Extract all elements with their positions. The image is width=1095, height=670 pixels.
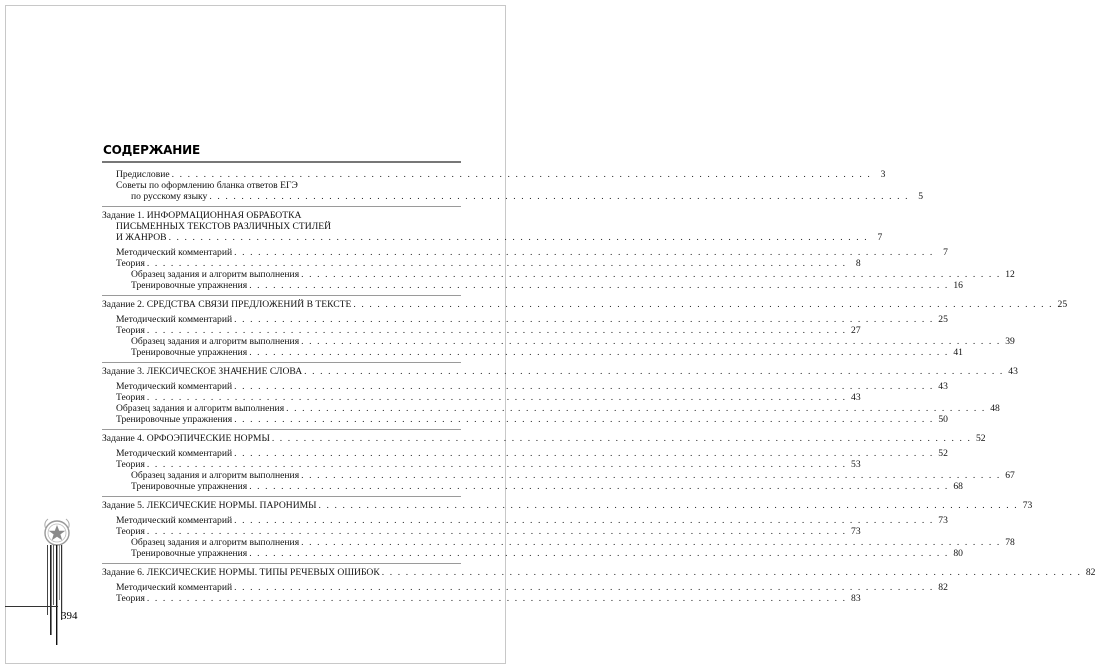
task-heading-page: 52 — [975, 433, 986, 444]
task-heading-line — [102, 210, 461, 221]
toc-entry — [102, 169, 886, 180]
table-of-contents — [102, 169, 1095, 604]
toc-entry — [102, 526, 861, 537]
section-divider — [102, 496, 461, 497]
dot-leader: . . . . . . . . . . . . . . . . . . . . . . . . . . . . . . . . . . . . . . . . . . . . . . . . . . . . . . . . . . . . . . . . . . . . . . . . . . . . . . . . . . . . . . . . — [234, 314, 934, 325]
toc-entry-label: Образец задания и алгоритм выполнения — [116, 403, 285, 414]
toc-entry-label: Теория — [116, 526, 145, 537]
section-divider — [102, 563, 461, 564]
toc-entry-label: Методический комментарий — [116, 314, 233, 325]
toc-entry-page: 43 — [851, 392, 861, 403]
toc-entry-page: 48 — [990, 403, 1000, 414]
page-title: СОДЕРЖАНИЕ — [103, 143, 200, 157]
toc-entry — [102, 314, 948, 325]
toc-entry-page: 16 — [953, 280, 963, 291]
dot-leader: . . . . . . . . . . . . . . . . . . . . . . . . . . . . . . . . . . . . . . . . . . . . . . . . . . . . . . . . . . . . . . . . . . . . . . . . . . . . . . . . . . . . . . . . — [146, 325, 847, 336]
toc-entry-page: 73 — [938, 515, 948, 526]
toc-entry-page: 27 — [851, 325, 861, 336]
dot-leader: . . . . . . . . . . . . . . . . . . . . . . . . . . . . . . . . . . . . . . . . . . . . . . . . . . . . . . . . . . . . . . . . . . . . . . . . . . . . . . . . . . . . . . . . — [318, 500, 1019, 511]
dot-leader: . . . . . . . . . . . . . . . . . . . . . . . . . . . . . . . . . . . . . . . . . . . . . . . . . . . . . . . . . . . . . . . . . . . . . . . . . . . . . . . . . . . . . . . . — [146, 258, 847, 269]
toc-entry — [102, 347, 963, 358]
dot-leader: . . . . . . . . . . . . . . . . . . . . . . . . . . . . . . . . . . . . . . . . . . . . . . . . . . . . . . . . . . . . . . . . . . . . . . . . . . . . . . . . . . . . . . . . — [381, 567, 1082, 578]
toc-entry-label: Тренировочные упражнения — [131, 548, 248, 559]
dot-leader: . . . . . . . . . . . . . . . . . . . . . . . . . . . . . . . . . . . . . . . . . . . . . . . . . . . . . . . . . . . . . . . . . . . . . . . . . . . . . . . . . . . . . . . . — [301, 470, 1001, 481]
dot-leader: . . . . . . . . . . . . . . . . . . . . . . . . . . . . . . . . . . . . . . . . . . . . . . . . . . . . . . . . . . . . . . . . . . . . . . . . . . . . . . . . . . . . . . . . — [234, 247, 934, 258]
toc-entry — [102, 269, 1015, 280]
toc-entry-page: 53 — [851, 459, 861, 470]
toc-entry-page: 5 — [918, 191, 924, 202]
toc-entry-page: 67 — [1005, 470, 1015, 481]
toc-entry-label: Методический комментарий — [116, 448, 233, 459]
toc-entry-label: Образец задания и алгоритм выполнения — [131, 470, 300, 481]
toc-entry — [102, 191, 924, 202]
toc-entry-label: Тренировочные упражнения — [116, 414, 233, 425]
dot-leader: . . . . . . . . . . . . . . . . . . . . . . . . . . . . . . . . . . . . . . . . . . . . . . . . . . . . . . . . . . . . . . . . . . . . . . . . . . . . . . . . . . . . . . . . — [168, 232, 869, 243]
toc-entry-page: 50 — [938, 414, 948, 425]
task-heading-text: Задание 6. ЛЕКСИЧЕСКИЕ НОРМЫ. ТИПЫ РЕЧЕВЫХ ОШИБОК — [102, 567, 380, 578]
toc-entry-page: 12 — [1005, 269, 1015, 280]
toc-entry-label: Теория — [116, 459, 145, 470]
toc-entry — [102, 448, 948, 459]
dot-leader: . . . . . . . . . . . . . . . . . . . . . . . . . . . . . . . . . . . . . . . . . . . . . . . . . . . . . . . . . . . . . . . . . . . . . . . . . . . . . . . . . . . . . . . . — [146, 526, 847, 537]
section-divider — [102, 429, 461, 430]
task-heading-line — [102, 366, 1018, 377]
task-heading-page: 73 — [1022, 500, 1033, 511]
toc-entry-label: Методический комментарий — [116, 247, 233, 258]
toc-entry-page: 25 — [938, 314, 948, 325]
toc-entry-label: Тренировочные упражнения — [131, 280, 248, 291]
toc-entry-label: по русскому языку — [131, 191, 208, 202]
toc-entry — [102, 381, 948, 392]
toc-entry-page: 80 — [953, 548, 963, 559]
section-divider — [102, 206, 461, 207]
toc-entry — [102, 403, 1000, 414]
toc-entry-label: Советы по оформлению бланка ответов ЕГЭ — [116, 180, 298, 191]
toc-entry-label: Образец задания и алгоритм выполнения — [131, 537, 300, 548]
dot-leader: . . . . . . . . . . . . . . . . . . . . . . . . . . . . . . . . . . . . . . . . . . . . . . . . . . . . . . . . . . . . . . . . . . . . . . . . . . . . . . . . . . . . . . . . — [301, 537, 1001, 548]
task-heading-text: Задание 4. ОРФОЭПИЧЕСКИЕ НОРМЫ — [102, 433, 270, 444]
toc-entry-label: Тренировочные упражнения — [131, 481, 248, 492]
toc-entry-label: Образец задания и алгоритм выполнения — [131, 336, 300, 347]
task-heading-line — [102, 433, 986, 444]
toc-entry-page: 52 — [938, 448, 948, 459]
toc-entry — [102, 280, 963, 291]
toc-entry — [102, 414, 948, 425]
toc-entry — [102, 470, 1015, 481]
toc-entry — [102, 481, 963, 492]
task-heading-line — [102, 232, 883, 243]
toc-entry-page: 43 — [938, 381, 948, 392]
task-heading-text: И ЖАНРОВ — [116, 232, 167, 243]
dot-leader: . . . . . . . . . . . . . . . . . . . . . . . . . . . . . . . . . . . . . . . . . . . . . . . . . . . . . . . . . . . . . . . . . . . . . . . . . . . . . . . . . . . . . . . . — [353, 299, 1054, 310]
dot-leader: . . . . . . . . . . . . . . . . . . . . . . . . . . . . . . . . . . . . . . . . . . . . . . . . . . . . . . . . . . . . . . . . . . . . . . . . . . . . . . . . . . . . . . . . — [286, 403, 986, 414]
dot-leader: . . . . . . . . . . . . . . . . . . . . . . . . . . . . . . . . . . . . . . . . . . . . . . . . . . . . . . . . . . . . . . . . . . . . . . . . . . . . . . . . . . . . . . . . — [234, 381, 934, 392]
section-divider — [102, 362, 461, 363]
dot-leader: . . . . . . . . . . . . . . . . . . . . . . . . . . . . . . . . . . . . . . . . . . . . . . . . . . . . . . . . . . . . . . . . . . . . . . . . . . . . . . . . . . . . . . . . — [271, 433, 972, 444]
dot-leader: . . . . . . . . . . . . . . . . . . . . . . . . . . . . . . . . . . . . . . . . . . . . . . . . . . . . . . . . . . . . . . . . . . . . . . . . . . . . . . . . . . . . . . . . — [249, 347, 949, 358]
toc-entry — [102, 180, 461, 191]
dot-leader: . . . . . . . . . . . . . . . . . . . . . . . . . . . . . . . . . . . . . . . . . . . . . . . . . . . . . . . . . . . . . . . . . . . . . . . . . . . . . . . . . . . . . . . . — [146, 392, 847, 403]
toc-entry-page: 41 — [953, 347, 963, 358]
toc-entry-label: Теория — [116, 593, 145, 604]
toc-entry-page: 3 — [880, 169, 886, 180]
task-heading-text: Задание 1. ИНФОРМАЦИОННАЯ ОБРАБОТКА — [102, 210, 302, 221]
task-heading-text: Задание 3. ЛЕКСИЧЕСКОЕ ЗНАЧЕНИЕ СЛОВА — [102, 366, 303, 377]
dot-leader: . . . . . . . . . . . . . . . . . . . . . . . . . . . . . . . . . . . . . . . . . . . . . . . . . . . . . . . . . . . . . . . . . . . . . . . . . . . . . . . . . . . . . . . . — [249, 548, 949, 559]
dot-leader: . . . . . . . . . . . . . . . . . . . . . . . . . . . . . . . . . . . . . . . . . . . . . . . . . . . . . . . . . . . . . . . . . . . . . . . . . . . . . . . . . . . . . . . . — [146, 593, 847, 604]
task-heading-line — [102, 299, 1068, 310]
toc-entry-label: Методический комментарий — [116, 381, 233, 392]
task-heading-line — [102, 500, 1033, 511]
toc-entry — [102, 582, 948, 593]
task-heading-page: 43 — [1008, 366, 1018, 377]
toc-entry-label: Теория — [116, 392, 145, 403]
toc-entry-label: Методический комментарий — [116, 515, 233, 526]
section-divider — [102, 295, 461, 296]
toc-entry — [102, 392, 861, 403]
toc-entry — [102, 593, 861, 604]
dot-leader: . . . . . . . . . . . . . . . . . . . . . . . . . . . . . . . . . . . . . . . . . . . . . . . . . . . . . . . . . . . . . . . . . . . . . . . . . . . . . . . . . . . . . . . . — [171, 169, 872, 180]
toc-entry-page: 8 — [855, 258, 861, 269]
task-heading-line — [102, 567, 1095, 578]
toc-entry-label: Предисловие — [116, 169, 170, 180]
page-number: 394 — [61, 610, 78, 622]
task-heading-text: Задание 2. СРЕДСТВА СВЯЗИ ПРЕДЛОЖЕНИЙ В ТЕКСТЕ — [102, 299, 352, 310]
dot-leader: . . . . . . . . . . . . . . . . . . . . . . . . . . . . . . . . . . . . . . . . . . . . . . . . . . . . . . . . . . . . . . . . . . . . . . . . . . . . . . . . . . . . . . . . — [234, 515, 934, 526]
dot-leader: . . . . . . . . . . . . . . . . . . . . . . . . . . . . . . . . . . . . . . . . . . . . . . . . . . . . . . . . . . . . . . . . . . . . . . . . . . . . . . . . . . . . . . . . — [249, 481, 949, 492]
title-divider — [102, 161, 461, 163]
toc-entry-page: 78 — [1005, 537, 1015, 548]
toc-entry-label: Теория — [116, 258, 145, 269]
task-heading-text: Задание 5. ЛЕКСИЧЕСКИЕ НОРМЫ. ПАРОНИМЫ — [102, 500, 317, 511]
task-heading-text: ПИСЬМЕННЫХ ТЕКСТОВ РАЗЛИЧНЫХ СТИЛЕЙ — [116, 221, 332, 232]
toc-entry-page: 68 — [953, 481, 963, 492]
toc-entry — [102, 247, 948, 258]
dot-leader: . . . . . . . . . . . . . . . . . . . . . . . . . . . . . . . . . . . . . . . . . . . . . . . . . . . . . . . . . . . . . . . . . . . . . . . . . . . . . . . . . . . . . . . . — [304, 366, 1004, 377]
toc-entry-page: 82 — [938, 582, 948, 593]
toc-entry-page: 39 — [1005, 336, 1015, 347]
toc-entry — [102, 325, 861, 336]
toc-entry — [102, 459, 861, 470]
toc-entry — [102, 537, 1015, 548]
toc-entry-label: Теория — [116, 325, 145, 336]
toc-entry — [102, 336, 1015, 347]
dot-leader: . . . . . . . . . . . . . . . . . . . . . . . . . . . . . . . . . . . . . . . . . . . . . . . . . . . . . . . . . . . . . . . . . . . . . . . . . . . . . . . . . . . . . . . . — [234, 448, 934, 459]
dot-leader: . . . . . . . . . . . . . . . . . . . . . . . . . . . . . . . . . . . . . . . . . . . . . . . . . . . . . . . . . . . . . . . . . . . . . . . . . . . . . . . . . . . . . . . . — [146, 459, 847, 470]
footer-rule — [5, 606, 58, 607]
toc-entry-page: 7 — [943, 247, 948, 258]
dot-leader: . . . . . . . . . . . . . . . . . . . . . . . . . . . . . . . . . . . . . . . . . . . . . . . . . . . . . . . . . . . . . . . . . . . . . . . . . . . . . . . . . . . . . . . . — [209, 191, 910, 202]
toc-entry — [102, 258, 861, 269]
dot-leader: . . . . . . . . . . . . . . . . . . . . . . . . . . . . . . . . . . . . . . . . . . . . . . . . . . . . . . . . . . . . . . . . . . . . . . . . . . . . . . . . . . . . . . . . — [301, 336, 1001, 347]
dot-leader: . . . . . . . . . . . . . . . . . . . . . . . . . . . . . . . . . . . . . . . . . . . . . . . . . . . . . . . . . . . . . . . . . . . . . . . . . . . . . . . . . . . . . . . . — [234, 414, 934, 425]
toc-entry-page: 73 — [851, 526, 861, 537]
dot-leader: . . . . . . . . . . . . . . . . . . . . . . . . . . . . . . . . . . . . . . . . . . . . . . . . . . . . . . . . . . . . . . . . . . . . . . . . . . . . . . . . . . . . . . . . — [301, 269, 1001, 280]
task-heading-page: 7 — [877, 232, 883, 243]
toc-entry — [102, 548, 963, 559]
task-heading-line — [102, 221, 461, 232]
task-heading-page: 25 — [1057, 299, 1068, 310]
toc-entry-label: Тренировочные упражнения — [131, 347, 248, 358]
dot-leader: . . . . . . . . . . . . . . . . . . . . . . . . . . . . . . . . . . . . . . . . . . . . . . . . . . . . . . . . . . . . . . . . . . . . . . . . . . . . . . . . . . . . . . . . — [234, 582, 934, 593]
dot-leader: . . . . . . . . . . . . . . . . . . . . . . . . . . . . . . . . . . . . . . . . . . . . . . . . . . . . . . . . . . . . . . . . . . . . . . . . . . . . . . . . . . . . . . . . — [249, 280, 949, 291]
toc-entry-label: Образец задания и алгоритм выполнения — [131, 269, 300, 280]
task-heading-page: 82 — [1085, 567, 1095, 578]
toc-entry — [102, 515, 948, 526]
toc-entry-page: 83 — [851, 593, 861, 604]
toc-entry-label: Методический комментарий — [116, 582, 233, 593]
